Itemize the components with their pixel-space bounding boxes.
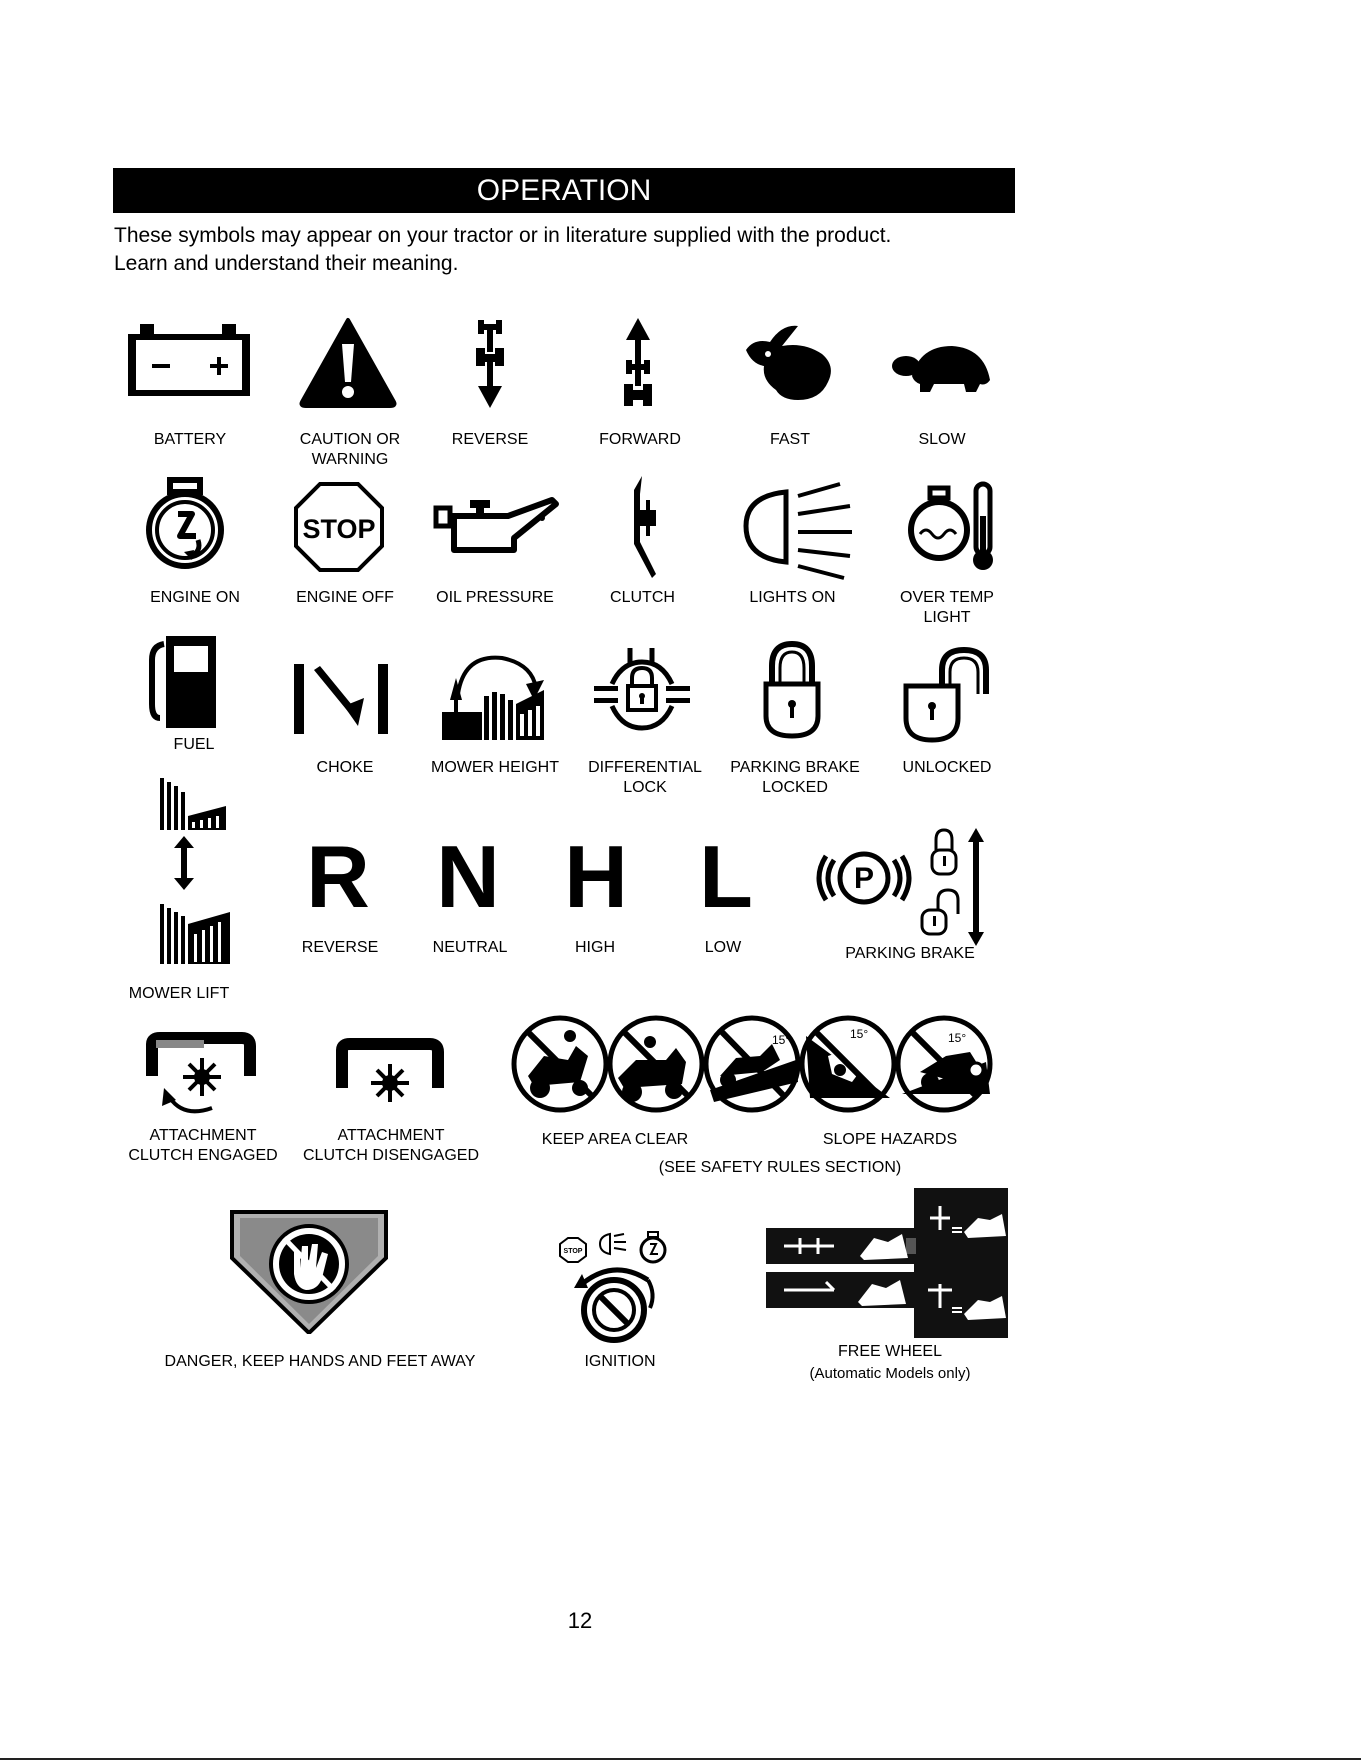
temperature-gauge-icon: [906, 482, 996, 574]
slope-angle-2: 15°: [850, 1027, 869, 1041]
caution-label: [260, 430, 440, 470]
choke-icon: [290, 662, 394, 736]
ignition-engine-icon: [641, 1232, 665, 1262]
parking-brake-locked-label: [720, 758, 870, 798]
attachment-disengaged-label-line-2: CLUTCH DISENGAGED: [302, 1147, 480, 1164]
forward-label: FORWARD: [599, 431, 681, 448]
free-wheel-label: FREE WHEEL: [837, 1343, 942, 1360]
attachment-clutch-disengaged-icon: [336, 1040, 446, 1114]
parking-brake-label: PARKING BRAKE: [845, 945, 975, 962]
gear-low-label: LOW: [704, 939, 742, 956]
intro-text: [114, 222, 1094, 278]
intro-line-2: Learn and understand their meaning.: [114, 252, 459, 275]
parking-brake-locked-label-line-1: PARKING BRAKE: [730, 759, 860, 776]
padlock-unlocked-icon: [902, 648, 994, 744]
over-temp-label-line-2: LIGHT: [923, 609, 971, 626]
gear-h-symbol: H: [564, 827, 628, 926]
gear-n-symbol: N: [436, 827, 500, 926]
parking-padlock-locked-icon: [932, 830, 956, 874]
up-down-arrow-icon: [174, 836, 194, 890]
padlock-locked-icon: [762, 640, 822, 740]
battery-label: BATTERY: [153, 431, 227, 448]
ignition-lights-icon: [600, 1234, 626, 1254]
clutch-pedal-icon: [624, 474, 664, 580]
parking-padlock-unlocked-icon: [922, 890, 958, 934]
lights-on-label: LIGHTS ON: [749, 589, 836, 606]
oil-can-icon: [434, 498, 558, 560]
page-number: 12: [567, 1608, 593, 1633]
ignition-stop-text: STOP: [563, 1248, 583, 1255]
battery-icon: [124, 320, 254, 400]
parking-brake-locked-label-line-2: LOCKED: [762, 779, 828, 796]
stop-sign-icon: [294, 482, 384, 572]
slope-down-hazard-icon: [802, 1018, 894, 1110]
gear-r-symbol: R: [306, 827, 370, 926]
danger-label: DANGER, KEEP HANDS AND FEET AWAY: [164, 1353, 476, 1370]
slope-angle-3: 15°: [948, 1031, 967, 1045]
mower-height-label: MOWER HEIGHT: [431, 759, 559, 776]
section-title-banner: OPERATION: [113, 168, 1015, 213]
free-wheel-sub-label: (Automatic Models only): [809, 1365, 971, 1382]
safety-prohibition-icons: [510, 1012, 1020, 1116]
over-temp-label: [872, 588, 1022, 628]
attachment-disengaged-label-line-1: ATTACHMENT: [337, 1127, 445, 1144]
mower-lift-label: MOWER LIFT: [128, 985, 230, 1002]
headlight-icon: [740, 470, 856, 582]
stop-sign-text: STOP: [302, 514, 376, 544]
caution-warning-icon: [298, 316, 398, 408]
gear-neutral-label: NEUTRAL: [432, 939, 508, 956]
differential-lock-icon: [592, 644, 692, 744]
engine-on-label: ENGINE ON: [150, 589, 240, 606]
caution-label-line-1: CAUTION OR: [299, 431, 401, 448]
parking-brake-icon: [818, 826, 998, 950]
no-riders-icon: [514, 1018, 606, 1110]
page-bottom-rule: [0, 1758, 1361, 1760]
attachment-engaged-label: [118, 1126, 288, 1166]
gear-high-label: HIGH: [575, 939, 615, 956]
no-bystanders-icon: [610, 1018, 702, 1110]
attachment-engaged-label-line-1: ATTACHMENT: [149, 1127, 257, 1144]
gear-reverse-label: REVERSE: [301, 939, 379, 956]
gear-l-symbol: L: [699, 827, 753, 926]
fast-label: FAST: [769, 431, 810, 448]
slow-label: SLOW: [918, 431, 966, 448]
parking-p-letter: P: [853, 862, 875, 895]
engine-off-label: ENGINE OFF: [296, 589, 394, 606]
mower-deck-lowered-icon: [160, 904, 230, 964]
slope-hazards-label: SLOPE HAZARDS: [822, 1131, 958, 1148]
mower-deck-raised-icon: [160, 778, 226, 830]
see-safety-rules-label: (SEE SAFETY RULES SECTION): [658, 1159, 902, 1176]
reverse-arrow-icon: [470, 318, 510, 410]
over-temp-label-line-1: OVER TEMP: [900, 589, 994, 606]
ignition-label: IGNITION: [584, 1353, 656, 1370]
mower-height-icon: [440, 650, 550, 742]
differential-lock-label-line-2: LOCK: [623, 779, 667, 796]
choke-label: CHOKE: [316, 759, 374, 776]
slope-angle-1: 15°: [772, 1033, 791, 1047]
attachment-disengaged-label: [296, 1126, 486, 1166]
mower-lift-icon: [150, 776, 236, 966]
fuel-label: FUEL: [173, 736, 215, 753]
danger-hands-feet-icon: [228, 1208, 390, 1336]
slope-side-hazard-icon: [898, 1018, 990, 1110]
turtle-slow-icon: [886, 340, 996, 398]
clutch-label: CLUTCH: [610, 589, 675, 606]
rabbit-fast-icon: [742, 320, 838, 404]
differential-lock-label: [570, 758, 720, 798]
engine-on-icon: [140, 478, 230, 570]
differential-lock-label-line-1: DIFFERENTIAL: [588, 759, 702, 776]
attachment-engaged-label-line-2: CLUTCH ENGAGED: [128, 1147, 278, 1164]
up-down-arrow-icon: [968, 828, 984, 946]
unlocked-label: UNLOCKED: [902, 759, 992, 776]
oil-pressure-label: OIL PRESSURE: [436, 589, 554, 606]
reverse-label: REVERSE: [451, 431, 529, 448]
forward-arrow-icon: [618, 316, 658, 410]
free-wheel-icon: [764, 1186, 1010, 1340]
caution-label-line-2: WARNING: [311, 451, 389, 468]
fuel-pump-icon: [144, 634, 220, 730]
attachment-clutch-engaged-icon: [150, 1036, 260, 1120]
ignition-switch-icon: [552, 1228, 680, 1344]
intro-line-1: These symbols may appear on your tractor or in literature supplied with the product.: [114, 224, 892, 247]
keep-area-clear-label: KEEP AREA CLEAR: [541, 1131, 689, 1148]
slope-up-hazard-icon: [706, 1018, 798, 1110]
